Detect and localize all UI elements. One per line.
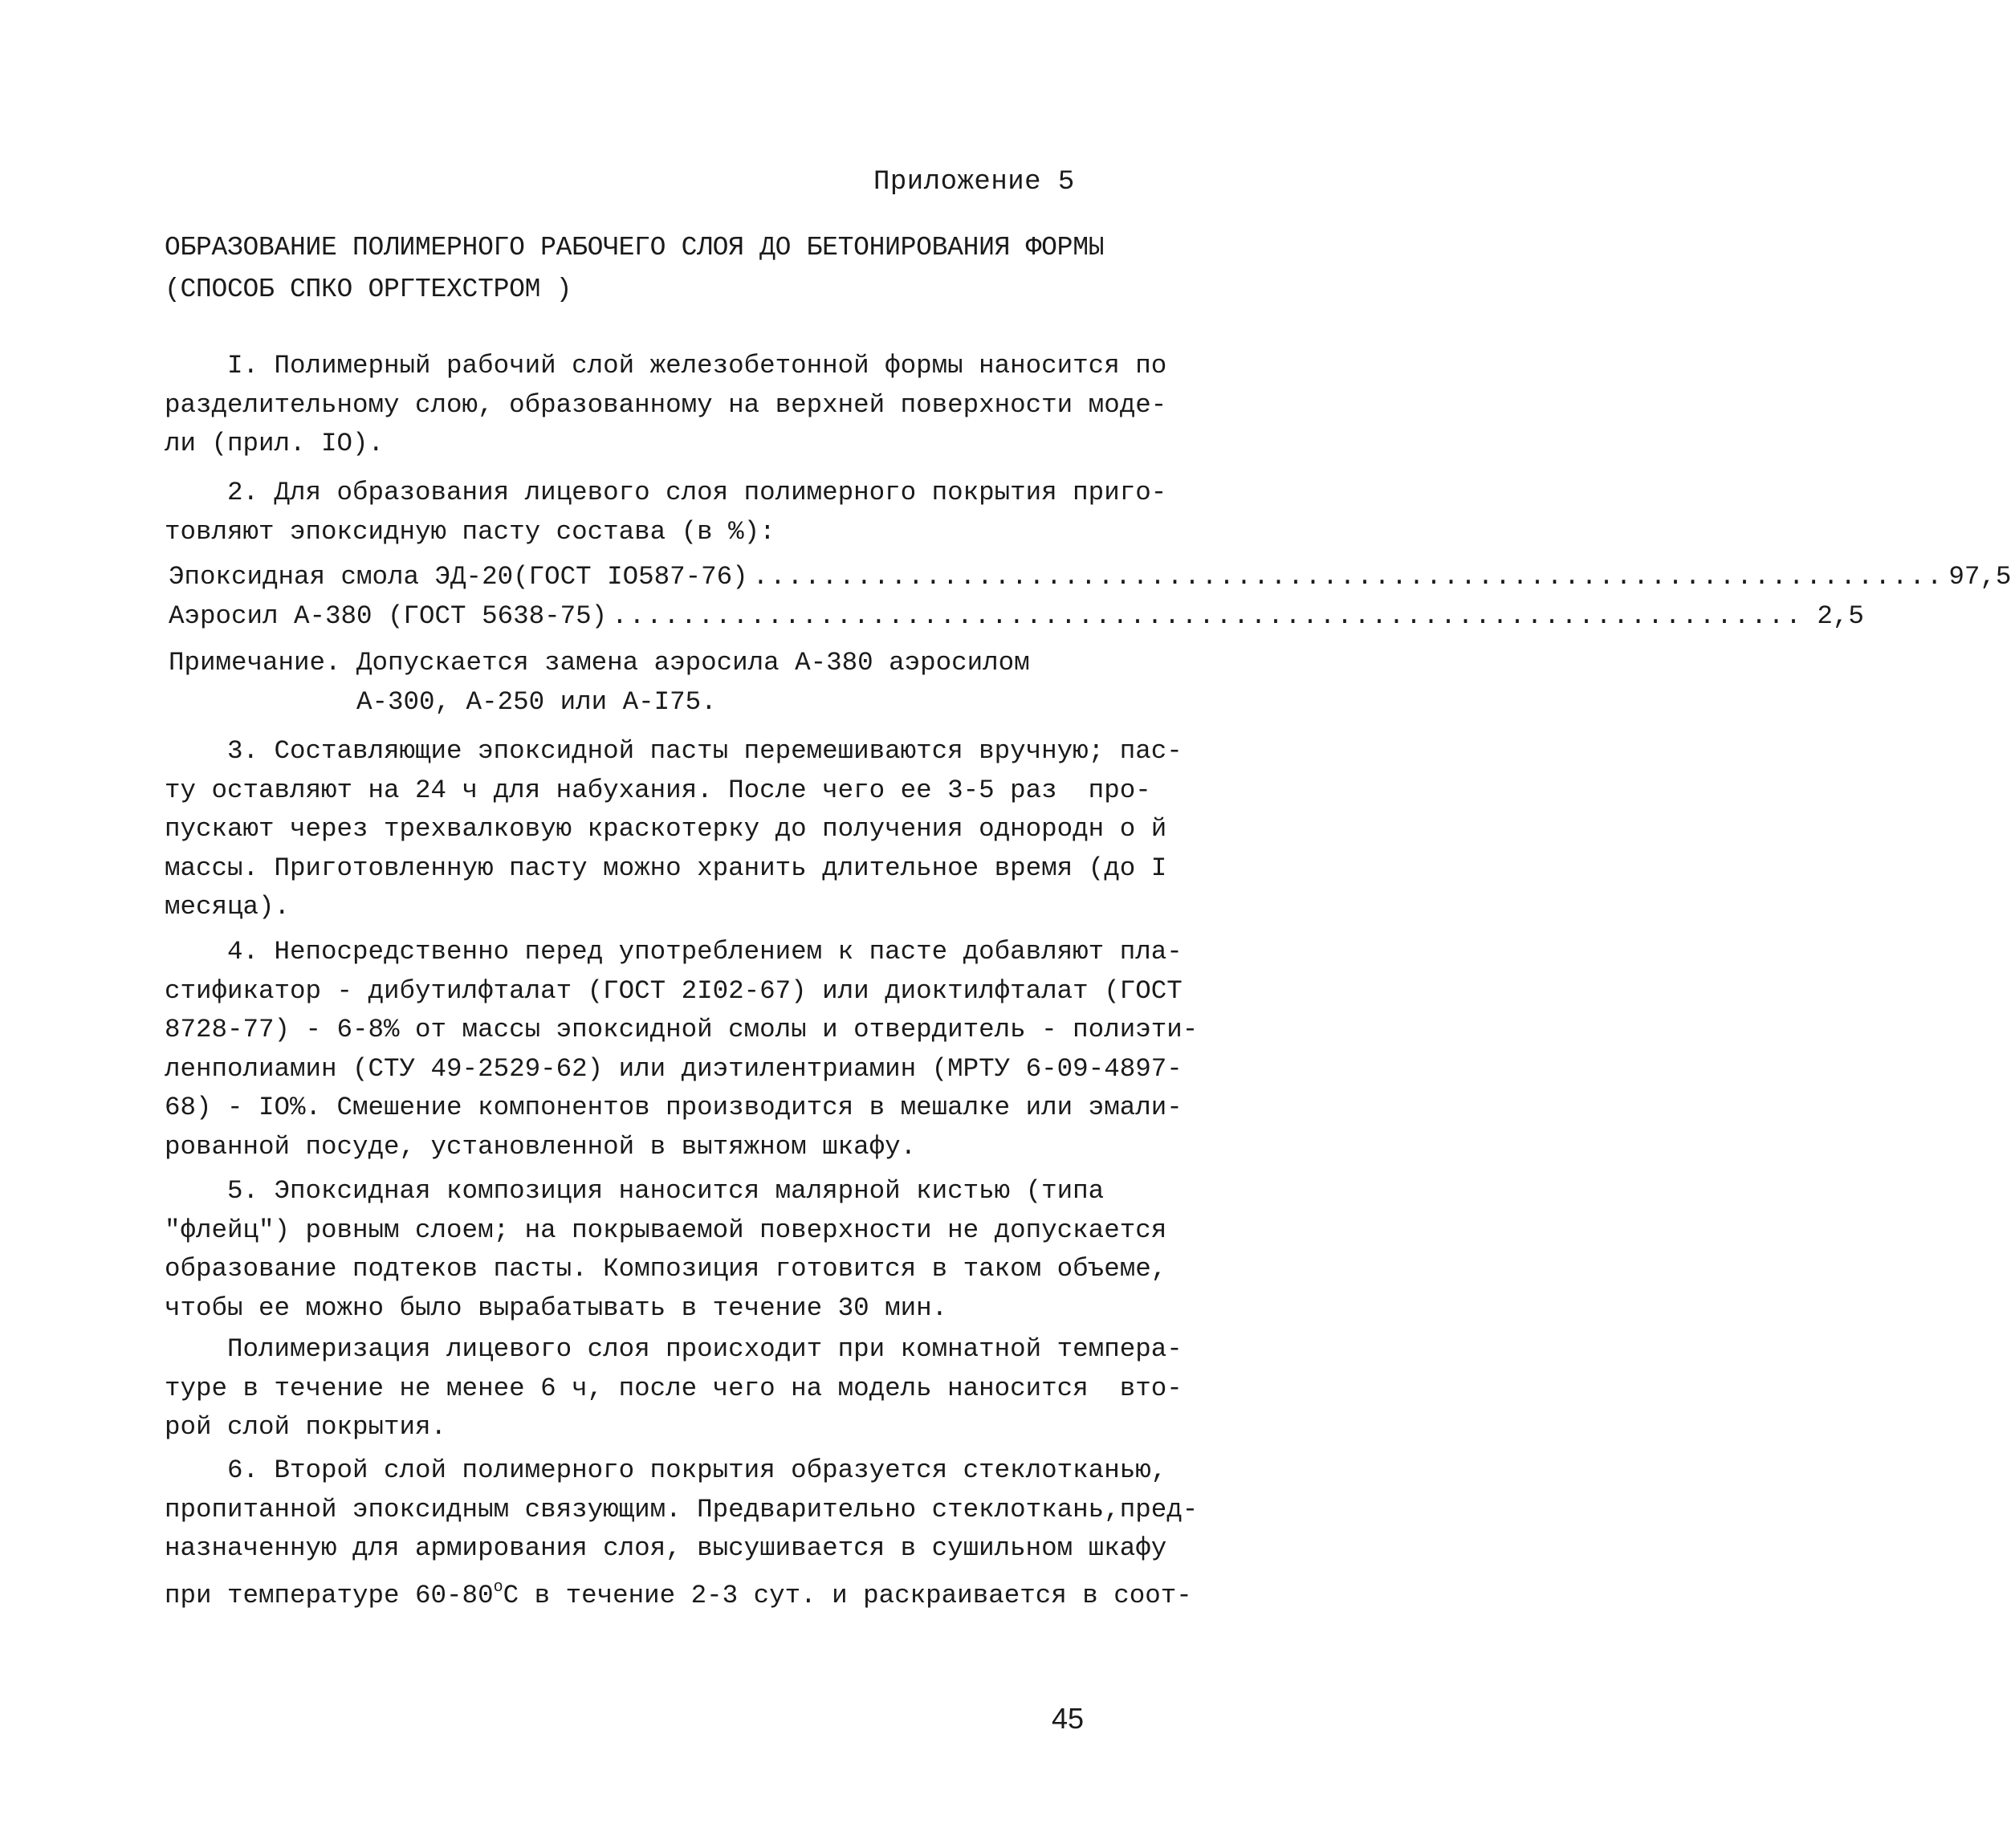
text-fragment: С в течение 2-3 сут. и раскраивается в соот- <box>503 1580 1192 1610</box>
text-line: ленполиамин (СТУ 49-2529-62) или диэтилентриамин (МРТУ 6-09-4897- <box>165 1053 1183 1084</box>
text-line: пропитанной эпоксидным связующим. Предварительно стеклоткань,пред- <box>165 1494 1199 1524</box>
text-line: 8728-77) - 6-8% от массы эпоксидной смолы и отвердитель - полиэти- <box>165 1015 1199 1044</box>
text-line: назначенную для армирования слоя, высушивается в сушильном шкафу <box>165 1533 1167 1563</box>
text-line: туре в течение не менее 6 ч, после чего на модель наносится вто- <box>165 1373 1183 1403</box>
paragraph-6 <box>165 1451 1199 1615</box>
text-line: месяца). <box>165 892 291 922</box>
note-line: А-300, А-250 или А-I75. <box>169 686 717 717</box>
degree-superscript: о <box>493 1577 503 1597</box>
section-title <box>165 227 1104 311</box>
text-line: 3. Составляющие эпоксидной пасты перемешиваются вручную; пас- <box>165 736 1183 766</box>
note <box>169 644 1100 722</box>
text-line: ли (прил. IO). <box>165 429 385 458</box>
paragraph-2 <box>165 474 1167 552</box>
paragraph-5-continued <box>165 1330 1183 1447</box>
composition-row <box>169 597 1864 637</box>
text-line: рой слой покрытия. <box>165 1412 447 1442</box>
text-line: 2. Для образования лицевого слоя полимерного покрытия приго- <box>165 478 1167 507</box>
composition-label: Аэросил А-380 (ГОСТ 5638-75) <box>169 600 608 631</box>
page-number: 45 <box>1052 1702 1085 1735</box>
dot-leader: ..................................................................... <box>752 562 1944 592</box>
title-line-2: (СПОСОБ СПКО ОРГТЕХСТРОМ ) <box>165 275 572 304</box>
text-fragment: при температуре 60-80 <box>165 1580 494 1610</box>
text-line: разделительному слою, образованному на верхней поверхности моде- <box>165 389 1167 420</box>
text-line: 68) - IO%. Смешение компонентов производится в мешалке или эмали- <box>165 1093 1183 1122</box>
text-line: образование подтеков пасты. Композиция готовится в таком объеме, <box>165 1254 1167 1284</box>
note-line: Примечание. Допускается замена аэросила А-380 аэросилом <box>169 648 1030 678</box>
text-line: 5. Эпоксидная композиция наносится малярной кистью (типа <box>165 1176 1105 1206</box>
text-line: стификатор - дибутилфталат (ГОСТ 2I02-67) или диоктилфталат (ГОСТ <box>165 975 1183 1006</box>
text-line-with-superscript <box>165 1569 1192 1616</box>
paragraph-3 <box>165 732 1183 927</box>
appendix-label: Приложение 5 <box>873 167 1075 197</box>
text-line: ту оставляют на 24 ч для набухания. После чего ее 3-5 раз про- <box>165 775 1151 805</box>
text-line: 6. Второй слой полимерного покрытия образуется стеклотканью, <box>165 1455 1167 1485</box>
paragraph-1 <box>165 347 1167 464</box>
title-line-1: ОБРАЗОВАНИЕ ПОЛИМЕРНОГО РАБОЧЕГО СЛОЯ ДО БЕТОНИРОВАНИЯ ФОРМЫ <box>165 233 1105 263</box>
composition-value: 97,5 <box>1948 562 2011 592</box>
text-line: рованной посуде, установленной в вытяжном шкафу. <box>165 1131 917 1162</box>
text-line: "флейц") ровным слоем; на покрываемой поверхности не допускается <box>165 1215 1167 1245</box>
text-line: Полимеризация лицевого слоя происходит при комнатной темпера- <box>165 1334 1183 1364</box>
text-line: пускают через трехвалковую краскотерку до получения однородн о й <box>165 814 1167 844</box>
composition-label: Эпоксидная смола ЭД-20(ГОСТ IO587-76) <box>169 562 748 592</box>
text-line: массы. Приготовленную пасту можно хранить длительное время (до I <box>165 853 1167 883</box>
text-line: 4. Непосредственно перед употреблением к пасте добавляют пла- <box>165 937 1183 967</box>
paragraph-4 <box>165 933 1199 1166</box>
text-line: чтобы ее можно было вырабатывать в течение 30 мин. <box>165 1292 948 1323</box>
composition-value: 2,5 <box>1817 600 1864 631</box>
composition-list <box>169 558 2011 636</box>
text-line: товляют эпоксидную пасту состава (в %): <box>165 516 775 547</box>
paragraph-5 <box>165 1172 1167 1328</box>
dot-leader: ..................................................................... <box>612 600 1803 631</box>
text-line: I. Полимерный рабочий слой железобетонной формы наносится по <box>165 351 1167 381</box>
composition-row <box>169 558 2011 597</box>
